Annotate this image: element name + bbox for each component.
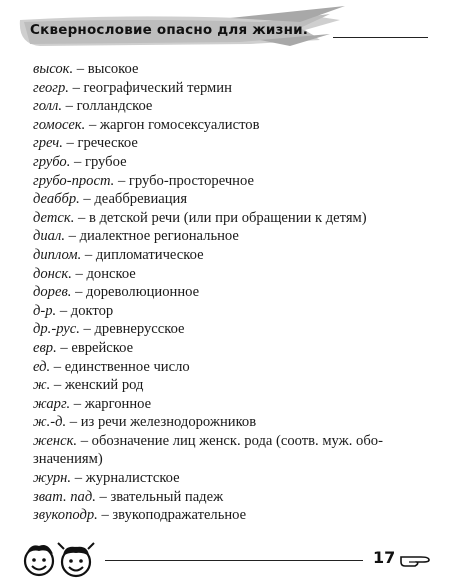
list-item: [33, 172, 433, 191]
list-item: [33, 376, 433, 395]
list-item: [33, 339, 433, 358]
entry-definition: – из речи железнодорожников: [66, 414, 257, 431]
entry-definition: – в детской речи (или при обращении к детям): [74, 209, 367, 226]
cartoon-faces-icon: [20, 539, 98, 579]
entry-definition: – географический термин: [68, 79, 232, 96]
list-item: [33, 358, 433, 377]
entry-abbreviation: ед.: [33, 358, 51, 375]
list-item: [33, 79, 433, 98]
entry-definition: – дипломатическое: [81, 246, 204, 263]
entry-definition: – грубо-просторечное: [114, 172, 254, 189]
entry-abbreviation: д-р.: [33, 302, 57, 319]
list-item: [33, 209, 433, 228]
list-item: [33, 488, 433, 507]
entry-definition: – еврейское: [56, 339, 134, 356]
list-item: [33, 283, 433, 302]
entry-abbreviation: греч.: [33, 135, 63, 152]
list-item: [33, 153, 433, 172]
entry-abbreviation: голл.: [33, 98, 63, 115]
list-item: [33, 320, 433, 339]
entry-abbreviation: ж.: [33, 377, 51, 394]
entry-definition: – высокое: [73, 61, 139, 77]
entry-definition: – голландское: [62, 98, 153, 115]
entry-definition: – звательный падеж: [95, 488, 224, 505]
list-item-continuation: [33, 450, 433, 469]
pointing-hand-icon: [399, 551, 431, 567]
entry-abbreviation: дорев.: [33, 284, 72, 301]
entry-abbreviation: журн.: [33, 470, 72, 487]
entry-abbreviation: гомосек.: [33, 116, 86, 133]
list-item: [33, 227, 433, 246]
entry-abbreviation: звукоподр.: [33, 507, 98, 524]
entry-definition: – обозначение лиц женск. рода (соотв. муж. обо-: [77, 432, 383, 449]
entry-definition: – жаргонное: [70, 395, 152, 412]
entry-abbreviation: высок.: [33, 61, 74, 77]
entry-definition: – деаббревиация: [79, 191, 188, 208]
page-title: Сквернословие опасно для жизни.: [30, 22, 309, 38]
entry-abbreviation: др.-рус.: [33, 321, 80, 338]
entry-definition: значениям): [33, 451, 103, 468]
list-item: [33, 190, 433, 209]
entry-abbreviation: донск.: [33, 265, 72, 282]
entry-abbreviation: грубо.: [33, 153, 71, 170]
header-divider: [333, 37, 428, 38]
list-item: [33, 395, 433, 414]
list-item: [33, 413, 433, 432]
entry-abbreviation: грубо-прост.: [33, 172, 115, 189]
entry-definition: – древнерусское: [79, 321, 185, 338]
list-item: [33, 469, 433, 488]
entry-abbreviation: ж.-д.: [33, 414, 67, 431]
list-item: [33, 116, 433, 135]
entry-abbreviation: зват. пад.: [33, 488, 96, 505]
entry-definition: – дореволюционное: [71, 284, 200, 301]
entry-abbreviation: жарг.: [33, 395, 71, 412]
entry-abbreviation: деаббр.: [33, 191, 80, 208]
entry-definition: – жаргон гомосексуалистов: [85, 116, 260, 133]
entry-definition: – женский род: [50, 377, 144, 394]
list-item: [33, 134, 433, 153]
list-item: [33, 265, 433, 284]
entry-definition: – диалектное региональное: [65, 228, 239, 245]
entry-definition: – журналистское: [71, 470, 180, 487]
list-item: [33, 506, 433, 525]
entry-definition: – греческое: [62, 135, 138, 152]
list-item: [33, 246, 433, 265]
entry-abbreviation: детск.: [33, 209, 75, 226]
abbreviation-list: [33, 60, 433, 525]
page-header: [0, 0, 452, 50]
entry-abbreviation: геогр.: [33, 79, 69, 96]
footer-divider: [105, 560, 363, 561]
entry-abbreviation: диал.: [33, 228, 65, 245]
entry-abbreviation: женск.: [33, 432, 78, 449]
page-footer: [0, 535, 452, 584]
list-item: [33, 97, 433, 116]
list-item: [33, 432, 433, 451]
entry-definition: – донское: [71, 265, 136, 282]
entry-definition: – звукоподражательное: [97, 507, 247, 524]
page-number: 17: [373, 548, 396, 567]
entry-abbreviation: евр.: [33, 339, 57, 356]
list-item: [33, 302, 433, 321]
entry-definition: – единственное число: [50, 358, 190, 375]
entry-definition: – доктор: [56, 302, 114, 319]
entry-abbreviation: диплом.: [33, 246, 82, 263]
entry-definition: – грубое: [70, 153, 127, 170]
list-item: [33, 60, 433, 79]
